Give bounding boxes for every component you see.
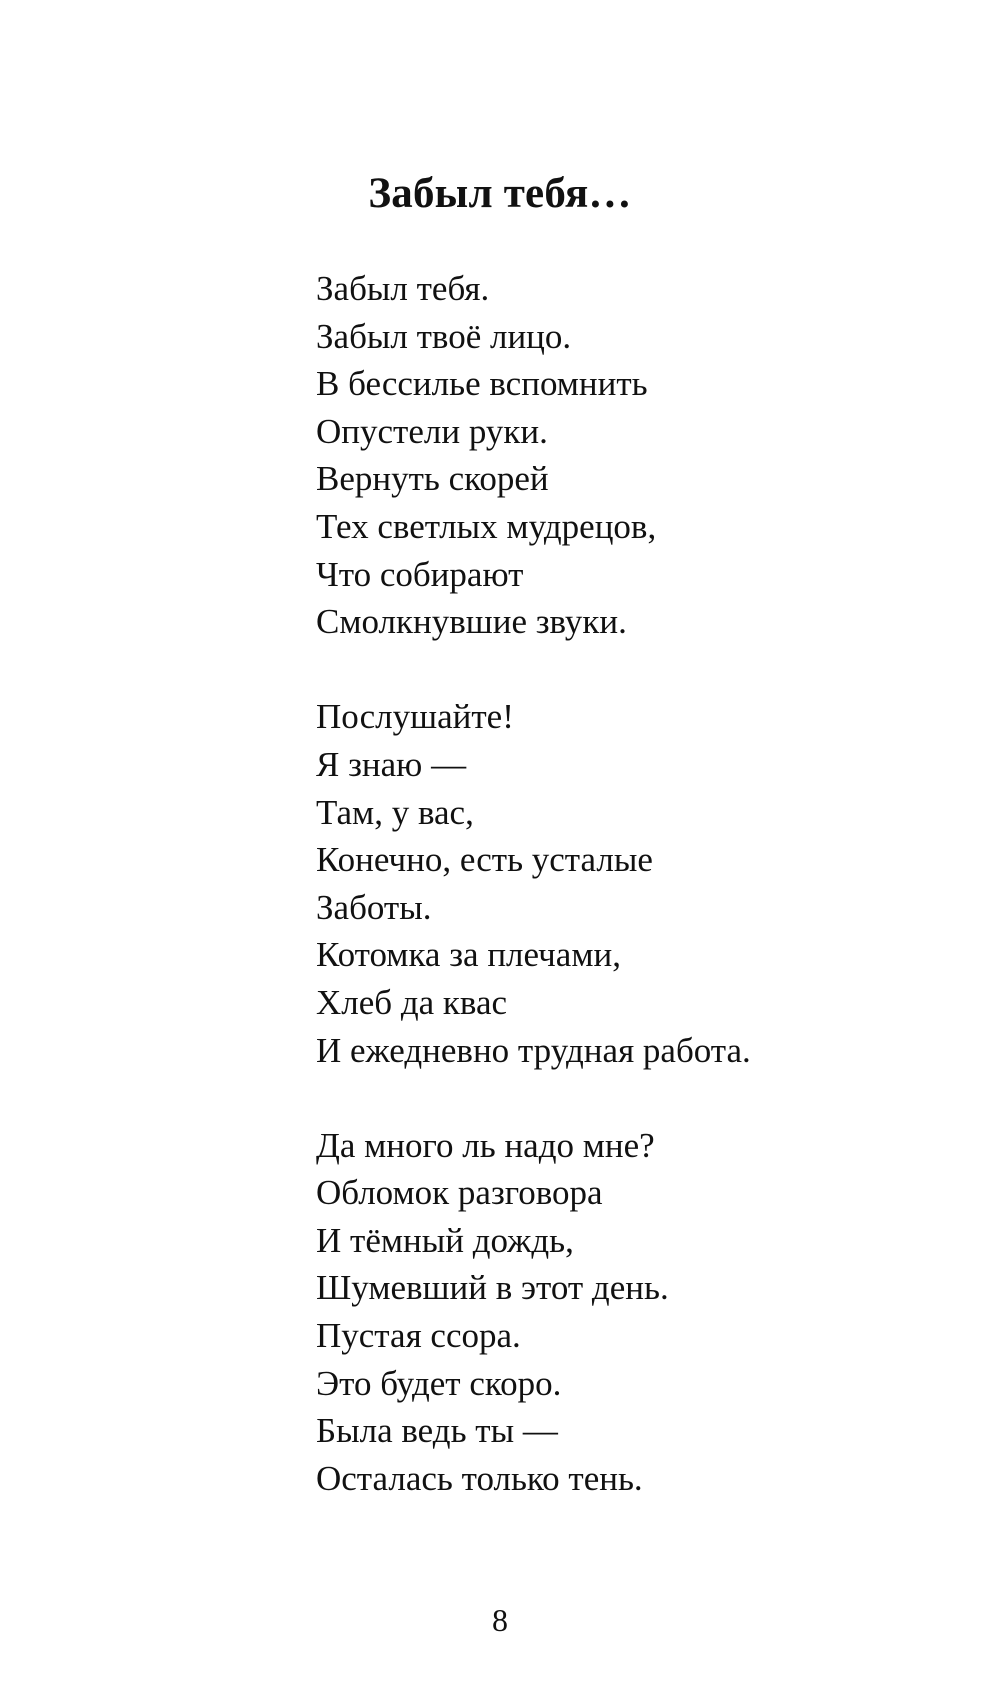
poem-line: Котомка за плечами, [316, 935, 621, 975]
poem-body [316, 265, 751, 1502]
poem-title: Забыл тебя… [368, 170, 632, 217]
poem-line: Забыл тебя. [316, 269, 490, 308]
poem-line: Там, у вас, [316, 792, 474, 832]
poem-line: Тех светлых мудрецов, [316, 506, 657, 546]
poem-line: Смолкнувшие звуки. [316, 602, 627, 642]
poem-line: Опустели руки. [316, 411, 548, 451]
poem-line: В бессилье вспомнить [316, 364, 648, 404]
poem-line: Да много ль надо мне? [316, 1125, 655, 1165]
poem-line: Забыл твоё лицо. [316, 316, 572, 356]
poem-line: Заботы. [316, 887, 432, 927]
poem-line: Пустая ссора. [316, 1316, 521, 1356]
poem-line: Конечно, есть усталые [316, 840, 653, 880]
poem-line: Обломок разговора [316, 1173, 603, 1213]
poem-line: Была ведь ты — [316, 1411, 558, 1451]
poem-line: Хлеб да квас [316, 982, 508, 1022]
poem-line: Это будет скоро. [316, 1363, 562, 1403]
stanza-3 [316, 1122, 751, 1503]
poem-line: Послушайте! [316, 697, 514, 737]
poem-line: Я знаю — [316, 744, 467, 784]
poem-line: И ежедневно трудная работа. [316, 1030, 751, 1070]
stanza-1 [316, 265, 751, 646]
poem-line: Осталась только тень. [316, 1458, 643, 1498]
poem-line: Что собирают [316, 554, 524, 594]
poem-line: И тёмный дождь, [316, 1220, 574, 1260]
poem-line: Вернуть скорей [316, 459, 549, 499]
stanza-2 [316, 693, 751, 1074]
poem-line: Шумевший в этот день. [316, 1268, 669, 1308]
page-number: 8 [492, 1602, 508, 1638]
